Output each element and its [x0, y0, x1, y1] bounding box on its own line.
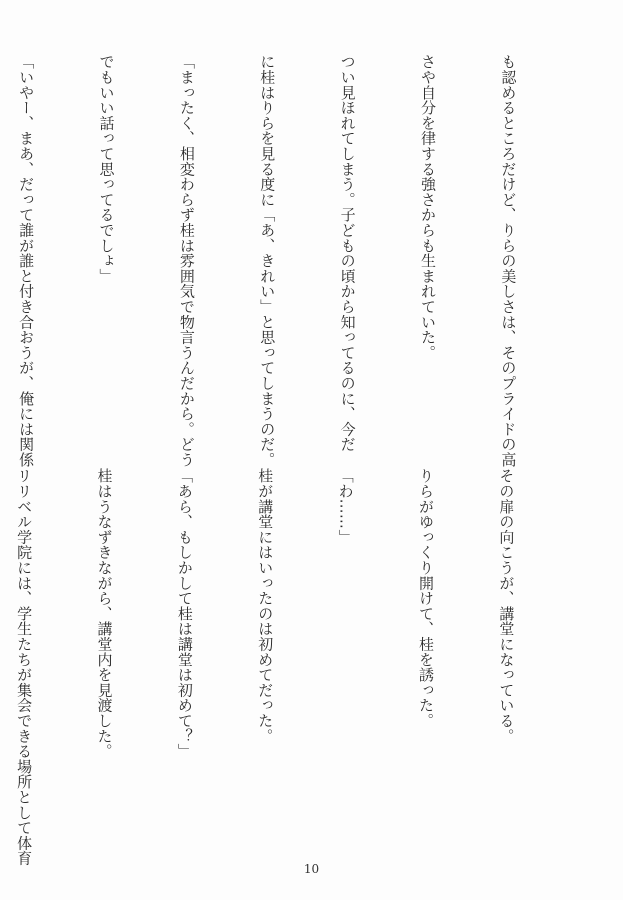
text-line: 「あら、もしかして桂は講堂は初めて？」	[175, 468, 194, 759]
text-line: さや自分を律する強さからも生まれていた。	[419, 54, 438, 360]
text-line: も認めるところだけど、りらの美しさは、そのプライドの高	[499, 54, 518, 468]
page-number: 10	[303, 862, 320, 876]
lower-text-block	[0, 468, 573, 866]
text-line: りらがゆっくり開けて、桂を誘った。	[417, 468, 436, 729]
upper-text-block	[0, 54, 575, 468]
text-line: 「わ……」	[336, 468, 355, 545]
text-line: 桂が講堂にはいったのは初めてだった。	[256, 468, 275, 744]
text-line: その扉の向こうが、講堂になっている。	[497, 468, 516, 744]
text-line: リリベル学院には、学生たちが集会できる場所として体育	[15, 468, 34, 866]
text-line: でもいい話って思ってるでしょ」	[97, 54, 116, 284]
text-line: 「いやー、まあ、だって誰が誰と付き合おうが、俺には関係	[17, 54, 36, 468]
text-line: 「まったく、相変わらず桂は雰囲気で物言うんだから。どう	[177, 54, 196, 468]
text-line: 桂はうなずきながら、講堂内を見渡した。	[95, 468, 114, 759]
text-line: つい見ほれてしまう。子どもの頃から知ってるのに、今だ	[338, 54, 357, 452]
text-line: に桂はりらを見る度に「あ、きれい」と思ってしまうのだ。	[258, 54, 277, 468]
